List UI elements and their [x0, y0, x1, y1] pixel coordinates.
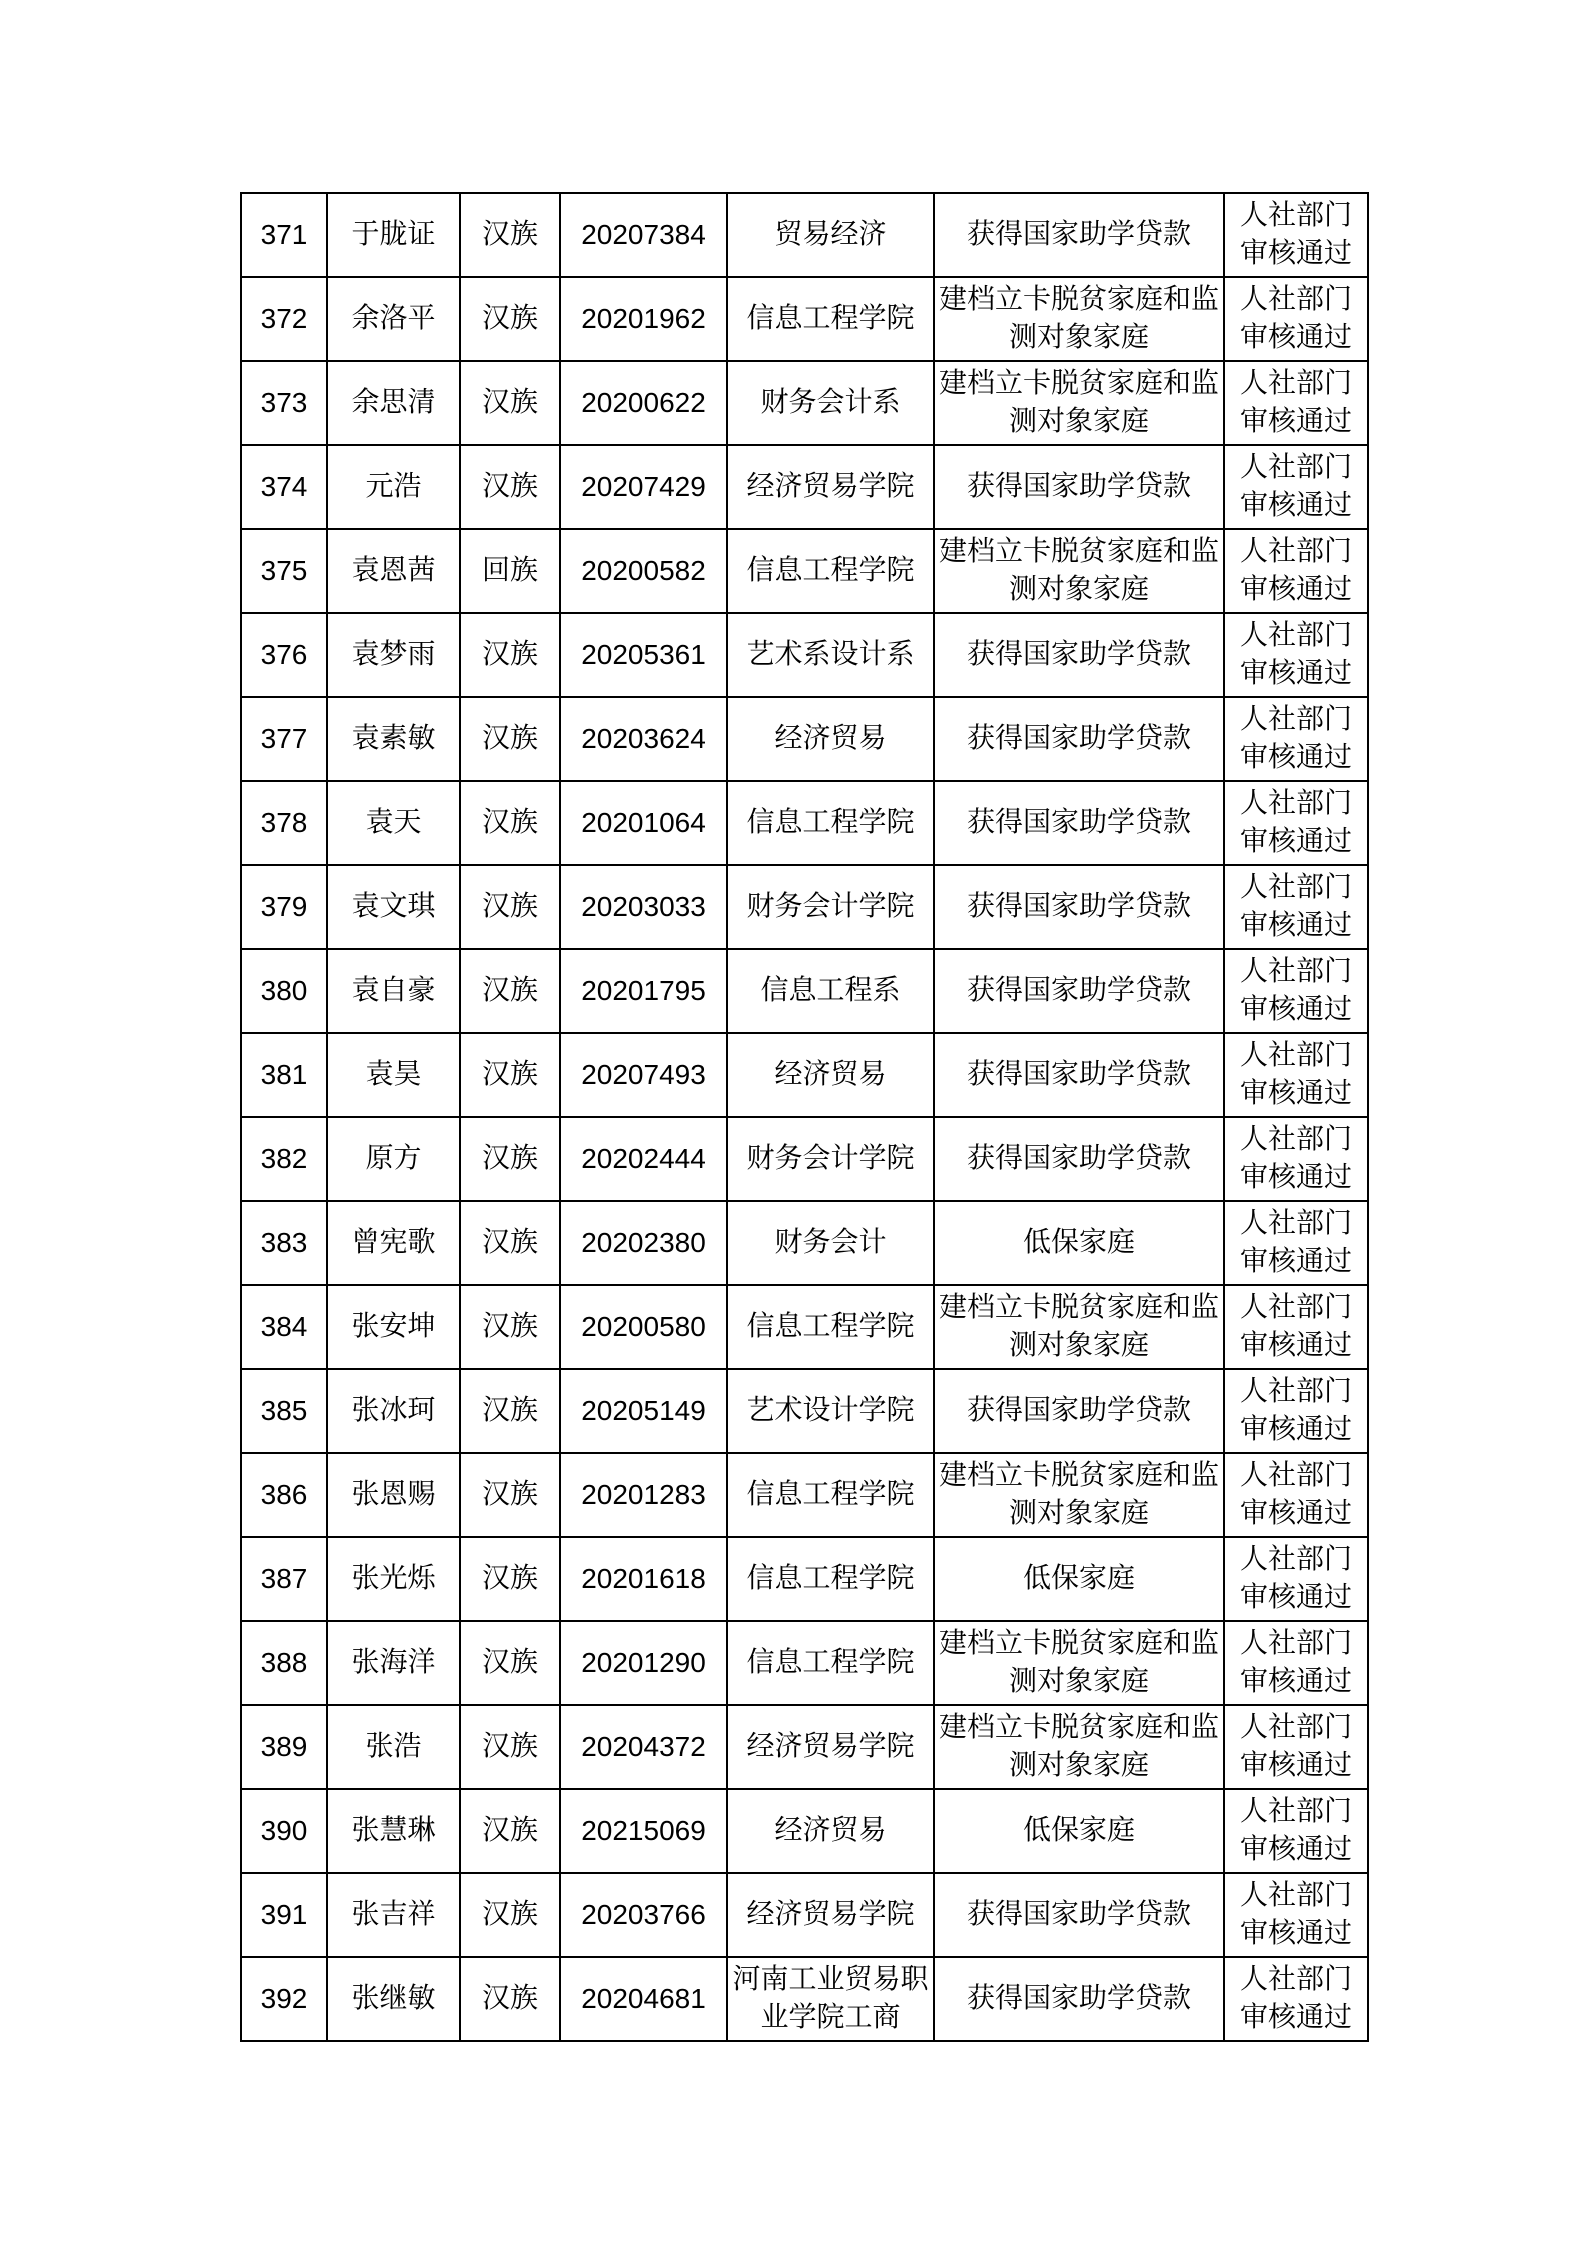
cell-status: 人社部门审核通过: [1224, 613, 1368, 697]
cell-name: 袁恩茜: [327, 529, 460, 613]
cell-reason: 获得国家助学贷款: [934, 1957, 1224, 2041]
cell-name: 张慧琳: [327, 1789, 460, 1873]
table-row: [241, 1033, 1368, 1117]
cell-ethnicity: 汉族: [460, 193, 560, 277]
cell-row-number: 383: [241, 1201, 327, 1285]
cell-department: 贸易经济: [727, 193, 934, 277]
cell-student-id: 20201962: [560, 277, 727, 361]
cell-row-number: 391: [241, 1873, 327, 1957]
cell-department: 信息工程学院: [727, 1453, 934, 1537]
table-row: [241, 1117, 1368, 1201]
cell-ethnicity: 汉族: [460, 1369, 560, 1453]
cell-row-number: 379: [241, 865, 327, 949]
cell-department: 经济贸易学院: [727, 1873, 934, 1957]
table-row: [241, 1957, 1368, 2041]
cell-status: 人社部门审核通过: [1224, 1957, 1368, 2041]
cell-reason: 获得国家助学贷款: [934, 781, 1224, 865]
cell-ethnicity: 汉族: [460, 1201, 560, 1285]
cell-department: 财务会计学院: [727, 865, 934, 949]
cell-row-number: 386: [241, 1453, 327, 1537]
cell-ethnicity: 汉族: [460, 1033, 560, 1117]
cell-department: 财务会计: [727, 1201, 934, 1285]
cell-reason: 获得国家助学贷款: [934, 1369, 1224, 1453]
cell-ethnicity: 汉族: [460, 781, 560, 865]
cell-status: 人社部门审核通过: [1224, 1285, 1368, 1369]
cell-reason: 获得国家助学贷款: [934, 193, 1224, 277]
cell-reason: 获得国家助学贷款: [934, 865, 1224, 949]
cell-status: 人社部门审核通过: [1224, 865, 1368, 949]
cell-row-number: 390: [241, 1789, 327, 1873]
cell-row-number: 381: [241, 1033, 327, 1117]
cell-status: 人社部门审核通过: [1224, 1033, 1368, 1117]
cell-reason: 建档立卡脱贫家庭和监测对象家庭: [934, 1705, 1224, 1789]
cell-department: 艺术系设计系: [727, 613, 934, 697]
cell-row-number: 392: [241, 1957, 327, 2041]
cell-row-number: 377: [241, 697, 327, 781]
cell-name: 张恩赐: [327, 1453, 460, 1537]
cell-student-id: 20201795: [560, 949, 727, 1033]
cell-student-id: 20204681: [560, 1957, 727, 2041]
table-row: [241, 1453, 1368, 1537]
table-row: [241, 949, 1368, 1033]
table-row: [241, 277, 1368, 361]
cell-student-id: 20200622: [560, 361, 727, 445]
cell-name: 余洛平: [327, 277, 460, 361]
cell-department: 信息工程学院: [727, 781, 934, 865]
cell-student-id: 20202444: [560, 1117, 727, 1201]
cell-ethnicity: 汉族: [460, 277, 560, 361]
cell-student-id: 20203033: [560, 865, 727, 949]
cell-department: 信息工程学院: [727, 1621, 934, 1705]
cell-status: 人社部门审核通过: [1224, 781, 1368, 865]
cell-reason: 建档立卡脱贫家庭和监测对象家庭: [934, 1285, 1224, 1369]
cell-name: 张继敏: [327, 1957, 460, 2041]
cell-reason: 获得国家助学贷款: [934, 1033, 1224, 1117]
table-row: [241, 1873, 1368, 1957]
table-row: [241, 1369, 1368, 1453]
table-row: [241, 361, 1368, 445]
table-row: [241, 781, 1368, 865]
cell-department: 艺术设计学院: [727, 1369, 934, 1453]
cell-row-number: 376: [241, 613, 327, 697]
cell-row-number: 388: [241, 1621, 327, 1705]
cell-status: 人社部门审核通过: [1224, 697, 1368, 781]
cell-name: 张安坤: [327, 1285, 460, 1369]
table-row: [241, 1789, 1368, 1873]
cell-reason: 获得国家助学贷款: [934, 697, 1224, 781]
cell-status: 人社部门审核通过: [1224, 1705, 1368, 1789]
cell-row-number: 380: [241, 949, 327, 1033]
cell-ethnicity: 汉族: [460, 613, 560, 697]
cell-row-number: 372: [241, 277, 327, 361]
cell-row-number: 387: [241, 1537, 327, 1621]
table-row: [241, 193, 1368, 277]
cell-status: 人社部门审核通过: [1224, 361, 1368, 445]
cell-ethnicity: 汉族: [460, 865, 560, 949]
cell-student-id: 20201283: [560, 1453, 727, 1537]
cell-status: 人社部门审核通过: [1224, 1201, 1368, 1285]
cell-name: 张冰珂: [327, 1369, 460, 1453]
cell-status: 人社部门审核通过: [1224, 1621, 1368, 1705]
cell-status: 人社部门审核通过: [1224, 193, 1368, 277]
cell-row-number: 378: [241, 781, 327, 865]
cell-student-id: 20207384: [560, 193, 727, 277]
cell-reason: 建档立卡脱贫家庭和监测对象家庭: [934, 277, 1224, 361]
table-body: [241, 193, 1368, 2041]
cell-ethnicity: 汉族: [460, 1537, 560, 1621]
cell-status: 人社部门审核通过: [1224, 949, 1368, 1033]
cell-student-id: 20205361: [560, 613, 727, 697]
cell-reason: 低保家庭: [934, 1789, 1224, 1873]
cell-student-id: 20205149: [560, 1369, 727, 1453]
cell-name: 余思清: [327, 361, 460, 445]
cell-name: 袁自豪: [327, 949, 460, 1033]
student-funding-table: [240, 192, 1369, 2042]
cell-student-id: 20207429: [560, 445, 727, 529]
cell-ethnicity: 汉族: [460, 697, 560, 781]
table-row: [241, 613, 1368, 697]
cell-ethnicity: 汉族: [460, 1873, 560, 1957]
cell-department: 信息工程系: [727, 949, 934, 1033]
cell-student-id: 20202380: [560, 1201, 727, 1285]
cell-department: 经济贸易: [727, 1033, 934, 1117]
table-row: [241, 1705, 1368, 1789]
cell-status: 人社部门审核通过: [1224, 1117, 1368, 1201]
table-row: [241, 1201, 1368, 1285]
cell-row-number: 375: [241, 529, 327, 613]
cell-name: 张海洋: [327, 1621, 460, 1705]
cell-name: 袁文琪: [327, 865, 460, 949]
cell-department: 信息工程学院: [727, 529, 934, 613]
cell-name: 袁昊: [327, 1033, 460, 1117]
table-row: [241, 697, 1368, 781]
cell-reason: 获得国家助学贷款: [934, 1117, 1224, 1201]
cell-reason: 建档立卡脱贫家庭和监测对象家庭: [934, 1453, 1224, 1537]
cell-department: 经济贸易学院: [727, 1705, 934, 1789]
table-row: [241, 865, 1368, 949]
cell-status: 人社部门审核通过: [1224, 445, 1368, 529]
cell-row-number: 371: [241, 193, 327, 277]
cell-name: 元浩: [327, 445, 460, 529]
cell-reason: 获得国家助学贷款: [934, 1873, 1224, 1957]
cell-ethnicity: 汉族: [460, 1705, 560, 1789]
cell-name: 于胧证: [327, 193, 460, 277]
cell-ethnicity: 汉族: [460, 361, 560, 445]
cell-row-number: 373: [241, 361, 327, 445]
cell-status: 人社部门审核通过: [1224, 1873, 1368, 1957]
cell-student-id: 20201064: [560, 781, 727, 865]
cell-student-id: 20203766: [560, 1873, 727, 1957]
cell-row-number: 384: [241, 1285, 327, 1369]
cell-reason: 获得国家助学贷款: [934, 445, 1224, 529]
cell-department: 信息工程学院: [727, 1537, 934, 1621]
cell-ethnicity: 汉族: [460, 1285, 560, 1369]
cell-ethnicity: 汉族: [460, 1117, 560, 1201]
cell-name: 原方: [327, 1117, 460, 1201]
cell-status: 人社部门审核通过: [1224, 277, 1368, 361]
cell-status: 人社部门审核通过: [1224, 1789, 1368, 1873]
cell-student-id: 20215069: [560, 1789, 727, 1873]
cell-name: 张吉祥: [327, 1873, 460, 1957]
cell-name: 张光烁: [327, 1537, 460, 1621]
cell-status: 人社部门审核通过: [1224, 1453, 1368, 1537]
table-row: [241, 1537, 1368, 1621]
cell-reason: 建档立卡脱贫家庭和监测对象家庭: [934, 361, 1224, 445]
cell-name: 张浩: [327, 1705, 460, 1789]
cell-name: 曾宪歌: [327, 1201, 460, 1285]
cell-ethnicity: 汉族: [460, 1957, 560, 2041]
cell-ethnicity: 回族: [460, 529, 560, 613]
cell-reason: 低保家庭: [934, 1537, 1224, 1621]
cell-reason: 获得国家助学贷款: [934, 613, 1224, 697]
cell-department: 信息工程学院: [727, 277, 934, 361]
cell-ethnicity: 汉族: [460, 1621, 560, 1705]
cell-student-id: 20201618: [560, 1537, 727, 1621]
table-row: [241, 1285, 1368, 1369]
cell-row-number: 374: [241, 445, 327, 529]
cell-ethnicity: 汉族: [460, 949, 560, 1033]
cell-student-id: 20200582: [560, 529, 727, 613]
cell-name: 袁梦雨: [327, 613, 460, 697]
cell-department: 经济贸易学院: [727, 445, 934, 529]
cell-reason: 低保家庭: [934, 1201, 1224, 1285]
cell-department: 财务会计系: [727, 361, 934, 445]
cell-student-id: 20200580: [560, 1285, 727, 1369]
cell-status: 人社部门审核通过: [1224, 1537, 1368, 1621]
cell-reason: 获得国家助学贷款: [934, 949, 1224, 1033]
cell-name: 袁素敏: [327, 697, 460, 781]
cell-reason: 建档立卡脱贫家庭和监测对象家庭: [934, 529, 1224, 613]
cell-ethnicity: 汉族: [460, 1453, 560, 1537]
cell-row-number: 382: [241, 1117, 327, 1201]
cell-department: 经济贸易: [727, 697, 934, 781]
cell-ethnicity: 汉族: [460, 1789, 560, 1873]
cell-student-id: 20201290: [560, 1621, 727, 1705]
cell-department: 信息工程学院: [727, 1285, 934, 1369]
table-row: [241, 529, 1368, 613]
table-row: [241, 445, 1368, 529]
cell-reason: 建档立卡脱贫家庭和监测对象家庭: [934, 1621, 1224, 1705]
cell-department: 经济贸易: [727, 1789, 934, 1873]
cell-status: 人社部门审核通过: [1224, 529, 1368, 613]
cell-department: 财务会计学院: [727, 1117, 934, 1201]
cell-student-id: 20207493: [560, 1033, 727, 1117]
cell-student-id: 20204372: [560, 1705, 727, 1789]
cell-name: 袁天: [327, 781, 460, 865]
cell-row-number: 385: [241, 1369, 327, 1453]
cell-row-number: 389: [241, 1705, 327, 1789]
cell-status: 人社部门审核通过: [1224, 1369, 1368, 1453]
cell-student-id: 20203624: [560, 697, 727, 781]
table-row: [241, 1621, 1368, 1705]
cell-ethnicity: 汉族: [460, 445, 560, 529]
cell-department: 河南工业贸易职业学院工商: [727, 1957, 934, 2041]
